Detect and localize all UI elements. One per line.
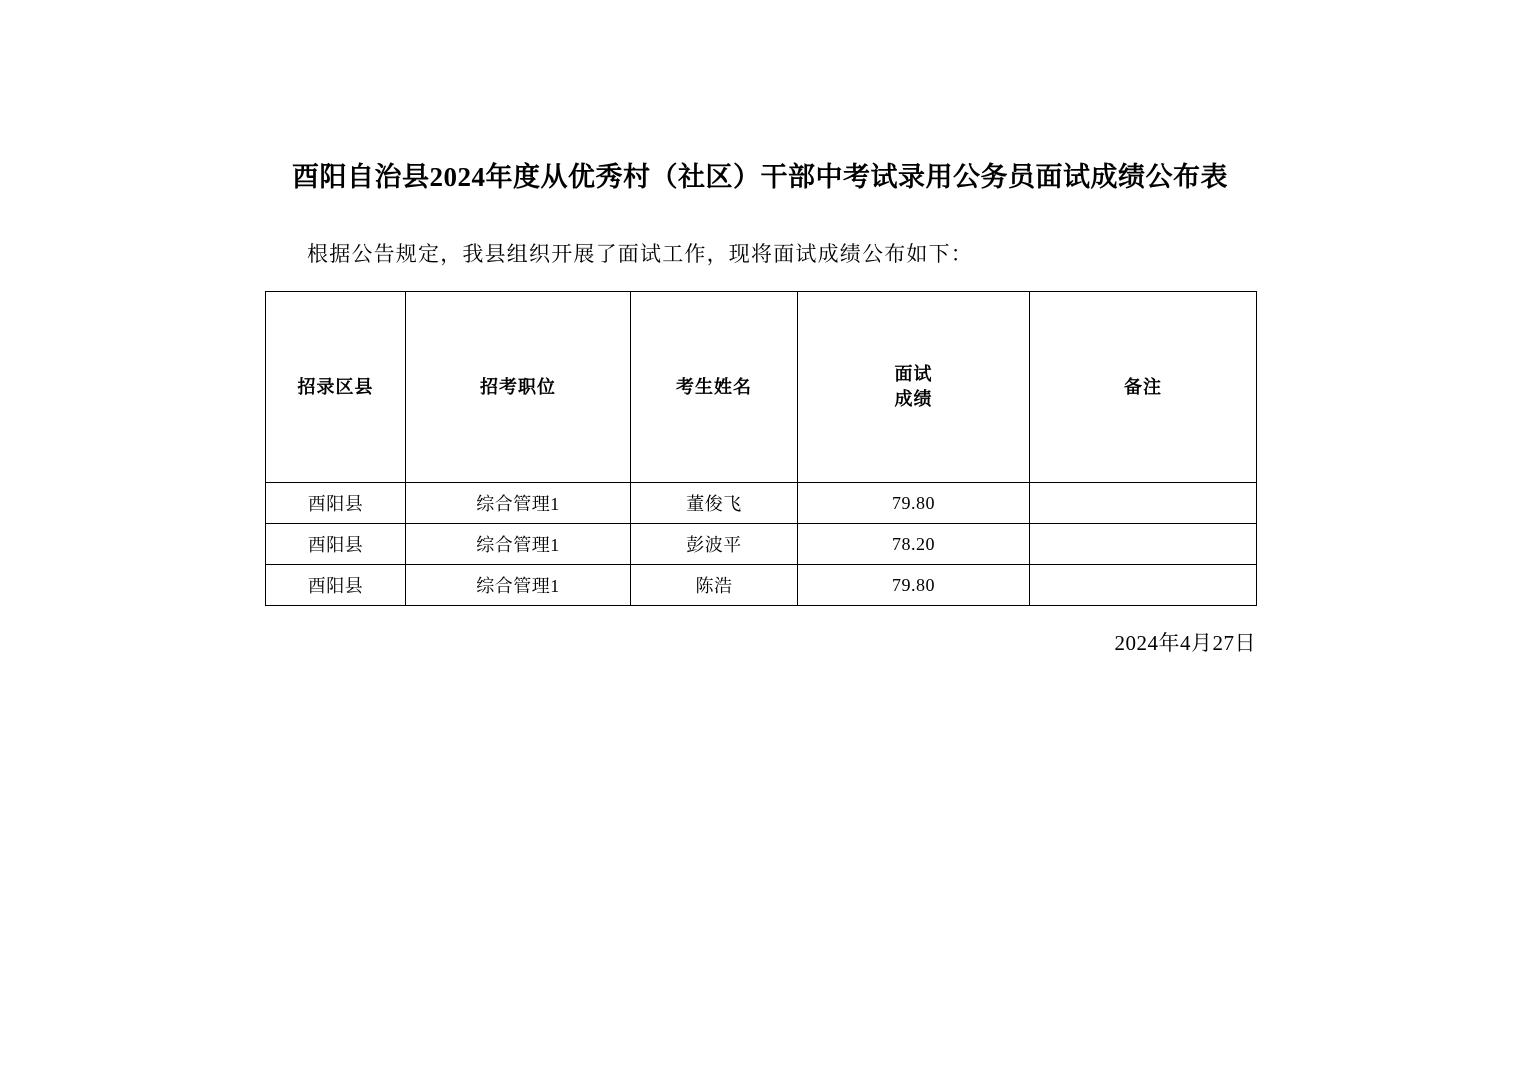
column-header-score-line2: 成绩 xyxy=(894,389,933,409)
cell-position: 综合管理1 xyxy=(406,483,631,524)
cell-remark xyxy=(1030,483,1257,524)
column-header-remark: 备注 xyxy=(1030,292,1257,483)
cell-district: 酉阳县 xyxy=(266,565,406,606)
interview-score-table xyxy=(265,291,1257,606)
cell-candidate: 彭波平 xyxy=(631,524,798,565)
cell-score: 79.80 xyxy=(798,483,1030,524)
table-header-row xyxy=(266,292,1257,483)
table-row xyxy=(266,483,1257,524)
cell-remark xyxy=(1030,565,1257,606)
column-header-score xyxy=(798,292,1030,483)
table-row xyxy=(266,565,1257,606)
publication-date: 2024年4月27日 xyxy=(1114,631,1256,655)
cell-score: 79.80 xyxy=(798,565,1030,606)
cell-score: 78.20 xyxy=(798,524,1030,565)
cell-candidate: 陈浩 xyxy=(631,565,798,606)
column-header-district: 招录区县 xyxy=(266,292,406,483)
column-header-score-line1: 面试 xyxy=(894,363,933,384)
cell-district: 酉阳县 xyxy=(266,524,406,565)
page-title: 酉阳自治县2024年度从优秀村（社区）干部中考试录用公务员面试成绩公布表 xyxy=(292,162,1228,192)
cell-candidate: 董俊飞 xyxy=(631,483,798,524)
column-header-position: 招考职位 xyxy=(406,292,631,483)
cell-position: 综合管理1 xyxy=(406,524,631,565)
table-row xyxy=(266,524,1257,565)
cell-remark xyxy=(1030,524,1257,565)
cell-position: 综合管理1 xyxy=(406,565,631,606)
cell-district: 酉阳县 xyxy=(266,483,406,524)
intro-paragraph: 根据公告规定，我县组织开展了面试工作，现将面试成绩公布如下： xyxy=(307,242,973,266)
column-header-candidate: 考生姓名 xyxy=(631,292,798,483)
